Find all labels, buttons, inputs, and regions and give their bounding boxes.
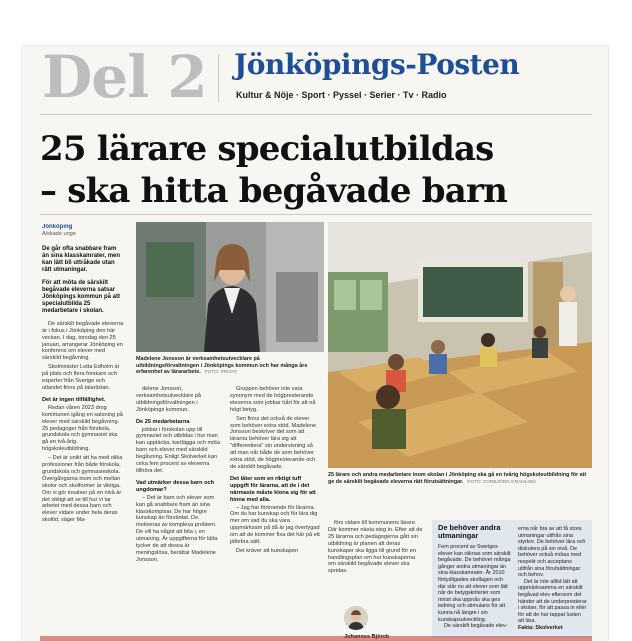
portrait-caption <box>136 356 324 377</box>
headline-rule <box>40 214 592 215</box>
fact-box-column-2 <box>518 526 588 632</box>
classroom-photo-image <box>328 222 592 468</box>
masthead-divider <box>218 54 219 102</box>
body-paragraph: – Det är unikt att ha med olika professioner från både förskola, grundskola och gymnasieskola. Övergångarna inom och mellan skolor och skolformer är viktiga. Om vi gör insatser på en nivå är det viktigt att se till hur vi tar arbetet med dessa barn och elever vidare under hela deras skoltid, säger Ma- <box>42 455 123 524</box>
body-paragraph: – Jag har förtroende för lärarna. Om du har kunskap och för lära dig mer om vad du ska vara uppmärksam på då är jag övertygad om att de kommer fixa det här på ett jättebra sätt. <box>230 504 320 546</box>
next-article-strip <box>40 636 592 641</box>
portrait-photo <box>136 222 324 352</box>
headline-line-1: 25 lärare specialutbildas <box>40 129 494 169</box>
classroom-credit: FOTO: TORBJÖRN GRANLING <box>467 479 536 485</box>
masthead-rule <box>40 114 592 115</box>
ingress-paragraph-1: De går ofta snabbare fram än sina klasskamrater, men kan lätt bli uttråkade utan rätt utmaningar. <box>42 245 121 273</box>
fact-box <box>432 520 592 638</box>
article-column-1 <box>42 224 124 636</box>
newspaper-page <box>22 46 608 641</box>
fact-box-paragraph: Fem procent av Sveriges elever kan räknas som särskilt begåvade. De behöver många gånger andra utmaningar än sina klasskamrater. År 2010 förtydligades skollagen och där står nu att elever som lätt når de betygskriterier som minst ska uppnås ska ges ledning och stimulans för att kunna nå längre i sin kunskapsutveckling. <box>438 544 511 623</box>
fact-box-paragraph: De särskilt begåvade elev- <box>444 623 508 630</box>
article-column-4 <box>328 520 424 604</box>
fact-box-paragraph: erna når bra av att få stora utmaningar utifrån sina styrkor. De behöver lära och diskutera på sin nivå. De behöver också mötas med respekt och acceptans utifrån sina förutsättningar och behov. <box>518 526 586 579</box>
body-paragraph: Det kräver att kunskapen <box>236 547 299 554</box>
body-paragraph: – Det är barn och elever som kan gå snabbare fram än sina klasskompisar. De har högre kunskap än förväntat. De motiveras av komplexa problem. De vill ha något att bita i, en utmaning. Är uppgifterna för lätta tycker de att dessa är meningslösa, berättar Madelene Jonsson. <box>136 494 218 563</box>
classroom-caption <box>328 472 592 486</box>
article-column-2 <box>136 386 222 638</box>
fact-box-column-1 <box>438 544 512 630</box>
classroom-caption-text: 25 lärare och andra medarbetare inom skolan i Jönköping ska gå en tvårig högskoleutbildning för att ge de särskilt begåvade eleverna rätt förutsättningar. <box>328 472 587 485</box>
byline-name: Jönköping <box>42 224 73 230</box>
fact-box-source: Fakta: Skolverket <box>518 624 563 631</box>
newspaper-logo: Jönköpings-Posten <box>234 48 520 81</box>
subheading: De 25 medarbetarna <box>136 418 190 425</box>
section-list: Kultur & Nöje · Sport · Pyssel · Serier · Tv · Radio <box>236 90 447 100</box>
body-paragraph: förs vidare till kommunens lärare. Där kommer nästa steg in. Efter att de 25 lärarna och pedagogerna gått sin utbildning är planen att deras kunskaper ska ligga till grund för en handlingsplan om hur kunskaperna om särskild begåvade elever ska spridas. <box>328 520 423 575</box>
fact-box-title: De behöver andra utmaningar <box>438 523 501 541</box>
masthead <box>22 46 608 112</box>
article-column-3 <box>230 386 320 638</box>
body-paragraph: De särskilt begåvade eleverna är i fokus i Jönköping den här veckan. I dag, torsdag den 25 januari, arrangerar Jönköping en konferens om elever med särskild begåvning. <box>42 320 124 362</box>
body-paragraph: Sen finns det också de elever som behöver extra stöd. Madelene Jonsson beskriver det som att lärarna behöver lära sig att "differentiera" sin undervisning så att man når både de som behöver extra stöd, de högpresterande och de särskilt begåvade. <box>230 415 317 470</box>
portrait-credit: FOTO: PRIVAT <box>204 370 238 376</box>
body-paragraph: jobbar i förskolan upp till gymnasiet och utbildas i hur man kan upptäcka, kartlägga och möta barn och elever med särskild begåvning. Enligt Skolverket kan cirka fem procent av eleverna tillhöra det. <box>136 426 220 474</box>
author-byline <box>344 606 426 638</box>
portrait-caption-text: Madelene Jonsson är verksamhetsutvecklare på utbildningsförvaltningen i Jönköpings kommun och har många års erfarenhet av lärararbete. <box>136 356 308 376</box>
headline <box>40 128 600 212</box>
body-paragraph: delene Jonsson, verksamhetsutvecklare på utbildningsförvaltningen i Jönköpings kommun. <box>136 386 201 413</box>
body-paragraph: Redan våren 2023 drog kommunen igång en satsning på elever med särskild begåvning. 25 pedagoger från förskola, grundskola och gymnasiet ska gå en två-årig högskoleutbildning. <box>42 404 123 453</box>
byline-role: Alskade unge <box>42 230 76 237</box>
portrait-photo-image <box>136 222 324 352</box>
body-paragraph: Gruppen behöver inte vara synonym med de högpresterande eleverna som jobbar hårt för att nå högt betyg. <box>230 386 316 413</box>
subheading: Vad utmärker dessa barn och ungdomar? <box>136 479 215 493</box>
fact-box-paragraph: Det är inte alltid lätt att uppmärksamma en särskilt begåvad elev eftersom det händer att de underpresterar i skolan, för att passa in eller för att de har tappat lusten att lära. <box>518 578 587 625</box>
classroom-photo <box>328 222 592 468</box>
body-paragraph: Skolminister Lotta Edholm är på plats och flera forskare och experter från Sverige och utlandet finns på talarlistan. <box>42 364 120 391</box>
author-avatar-image <box>344 606 368 630</box>
section-label: Del 2 <box>42 46 207 111</box>
ingress-paragraph-2: För att möta de särskilt begåvade eleverna satsar Jönköpings kommun på att specialutbilda 25 medarbetare i skolan. <box>42 279 121 314</box>
subheading: Det är ingen tillfällighet. <box>42 396 106 403</box>
headline-line-2: – ska hitta begåvade barn <box>40 171 507 211</box>
subheading: Det låter som en riktigt tuff uppgift för lärarna, att de i det närmaste måste klona sig för att hinna med alla. <box>230 475 316 503</box>
author-avatar <box>344 606 368 630</box>
